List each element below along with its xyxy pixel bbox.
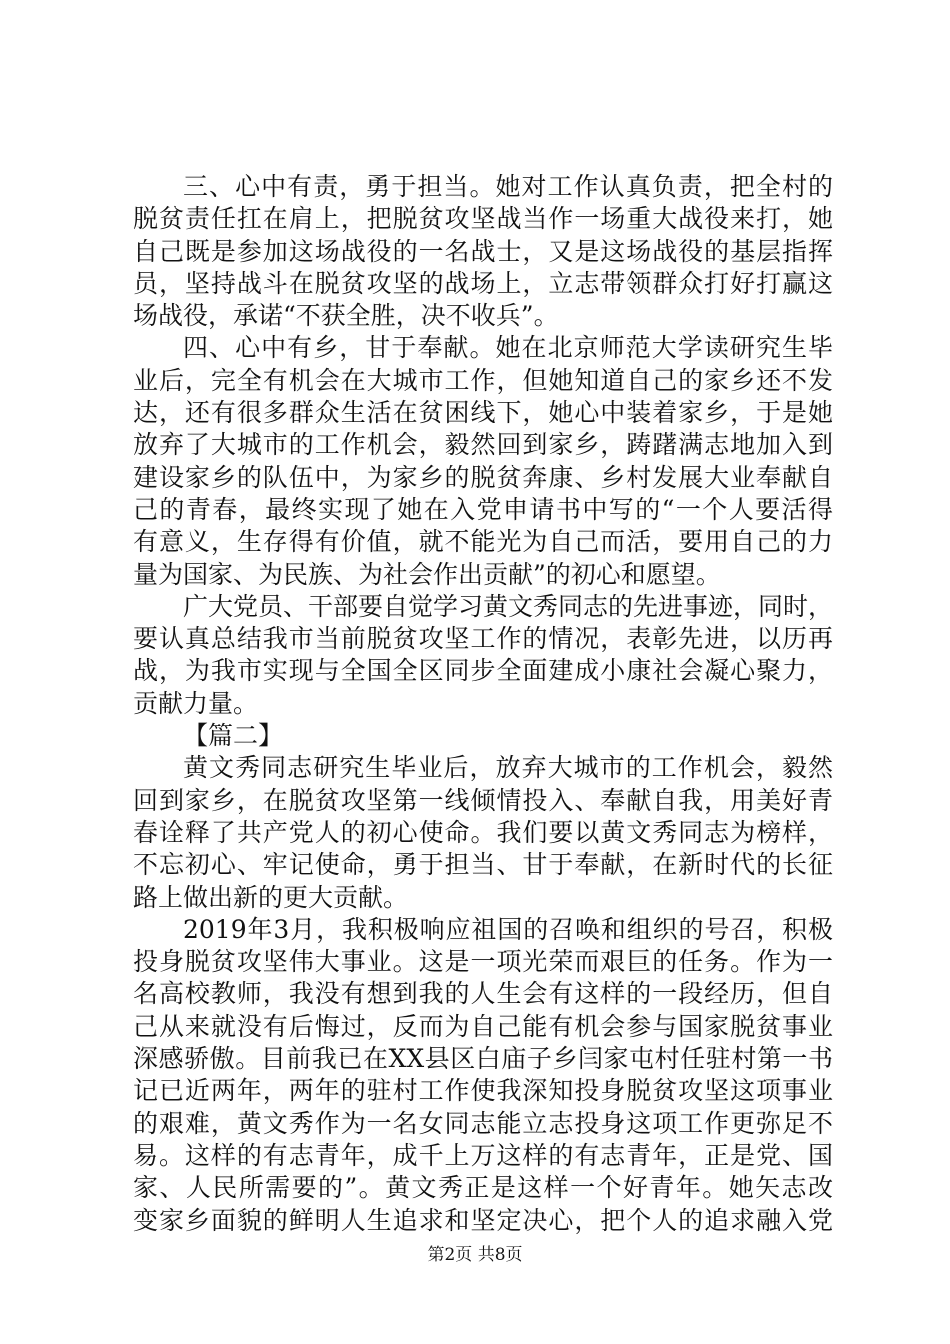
text-line: 有意义，生存得有价值，就不能光为自己而活，要用自己的力	[133, 527, 833, 557]
text-line: 己的青春，最终实现了她在入党申请书中写的“一个人要活得	[133, 494, 833, 524]
text-line: 回到家乡，在脱贫攻坚第一线倾情投入、奉献自我，用美好青	[133, 785, 833, 815]
text-line: 路上做出新的更大贡献。	[133, 882, 409, 912]
text-line: 记已近两年，两年的驻村工作使我深知投身脱贫攻坚这项事业	[133, 1076, 833, 1106]
text-line: 黄文秀同志研究生毕业后，放弃大城市的工作机会，毅然	[183, 753, 833, 783]
text-line: 达，还有很多群众生活在贫困线下，她心中装着家乡，于是她	[133, 398, 833, 428]
section-heading	[133, 720, 833, 752]
text-line: 三、心中有责，勇于担当。她对工作认真负责，把全村的	[183, 172, 833, 201]
text-line: 自己既是参加这场战役的一名战士，又是这场战役的基层指挥	[133, 236, 833, 266]
text-line: 变家乡面貌的鲜明人生追求和坚定决心，把个人的追求融入党	[133, 1205, 833, 1235]
section-heading-text: 【篇二】	[183, 721, 284, 751]
text-line: 战，为我市实现与全国全区同步全面建成小康社会凝心聚力，	[133, 656, 833, 686]
page-number: 第2页 共8页	[427, 1245, 523, 1265]
text-line: 员，坚持战斗在脱贫攻坚的战场上，立志带领群众打好打赢这	[133, 268, 833, 298]
text-line: 春诠释了共产党人的初心使命。我们要以黄文秀同志为榜样，	[133, 817, 833, 847]
text-line: 放弃了大城市的工作机会，毅然回到家乡，踌躇满志地加入到	[133, 430, 833, 460]
text-line: 名高校教师，我没有想到我的人生会有这样的一段经历，但自	[133, 979, 833, 1009]
text-line: 深感骄傲。目前我已在XX县区白庙子乡闫家屯村任驻村第一书	[133, 1044, 833, 1074]
paragraph	[133, 752, 833, 913]
text-line: 量为国家、为民族、为社会作出贡献”的初心和愿望。	[133, 559, 721, 589]
paragraph	[133, 591, 833, 720]
text-line: 要认真总结我市当前脱贫攻坚工作的情况，表彰先进，以历再	[133, 624, 833, 654]
text-line: 己从来就没有后悔过，反而为自己能有机会参与国家脱贫事业	[133, 1011, 833, 1041]
paragraph	[133, 332, 833, 590]
text-line: 投身脱贫攻坚伟大事业。这是一项光荣而艰巨的任务。作为一	[133, 947, 833, 977]
text-line: 广大党员、干部要自觉学习黄文秀同志的先进事迹，同时，	[183, 591, 834, 621]
document-body	[133, 171, 833, 1237]
text-line: 业后，完全有机会在大城市工作，但她知道自己的家乡还不发	[133, 365, 833, 395]
text-line: 的艰难，黄文秀作为一名女同志能立志投身这项工作更弥足不	[133, 1108, 833, 1138]
text-line: 家、人民所需要的”。黄文秀正是这样一个好青年。她矢志改	[133, 1173, 833, 1203]
paragraph	[133, 171, 833, 332]
text-line: 四、心中有乡，甘于奉献。她在北京师范大学读研究生毕	[183, 333, 833, 363]
text-line: 易。这样的有志青年，成千上万这样的有志青年，正是党、国	[133, 1140, 833, 1170]
text-line: 场战役，承诺“不获全胜，决不收兵”。	[133, 301, 559, 331]
text-line: 不忘初心、牢记使命，勇于担当、甘于奉献，在新时代的长征	[133, 850, 833, 880]
text-line: 建设家乡的队伍中，为家乡的脱贫奔康、乡村发展大业奉献自	[133, 462, 833, 492]
text-line: 脱贫责任扛在肩上，把脱贫攻坚战当作一场重大战役来打，她	[133, 204, 833, 234]
text-line: 2019年3月，我积极响应祖国的召唤和组织的号召，积极	[183, 914, 833, 944]
text-line: 贡献力量。	[133, 688, 259, 718]
paragraph	[133, 914, 833, 1237]
